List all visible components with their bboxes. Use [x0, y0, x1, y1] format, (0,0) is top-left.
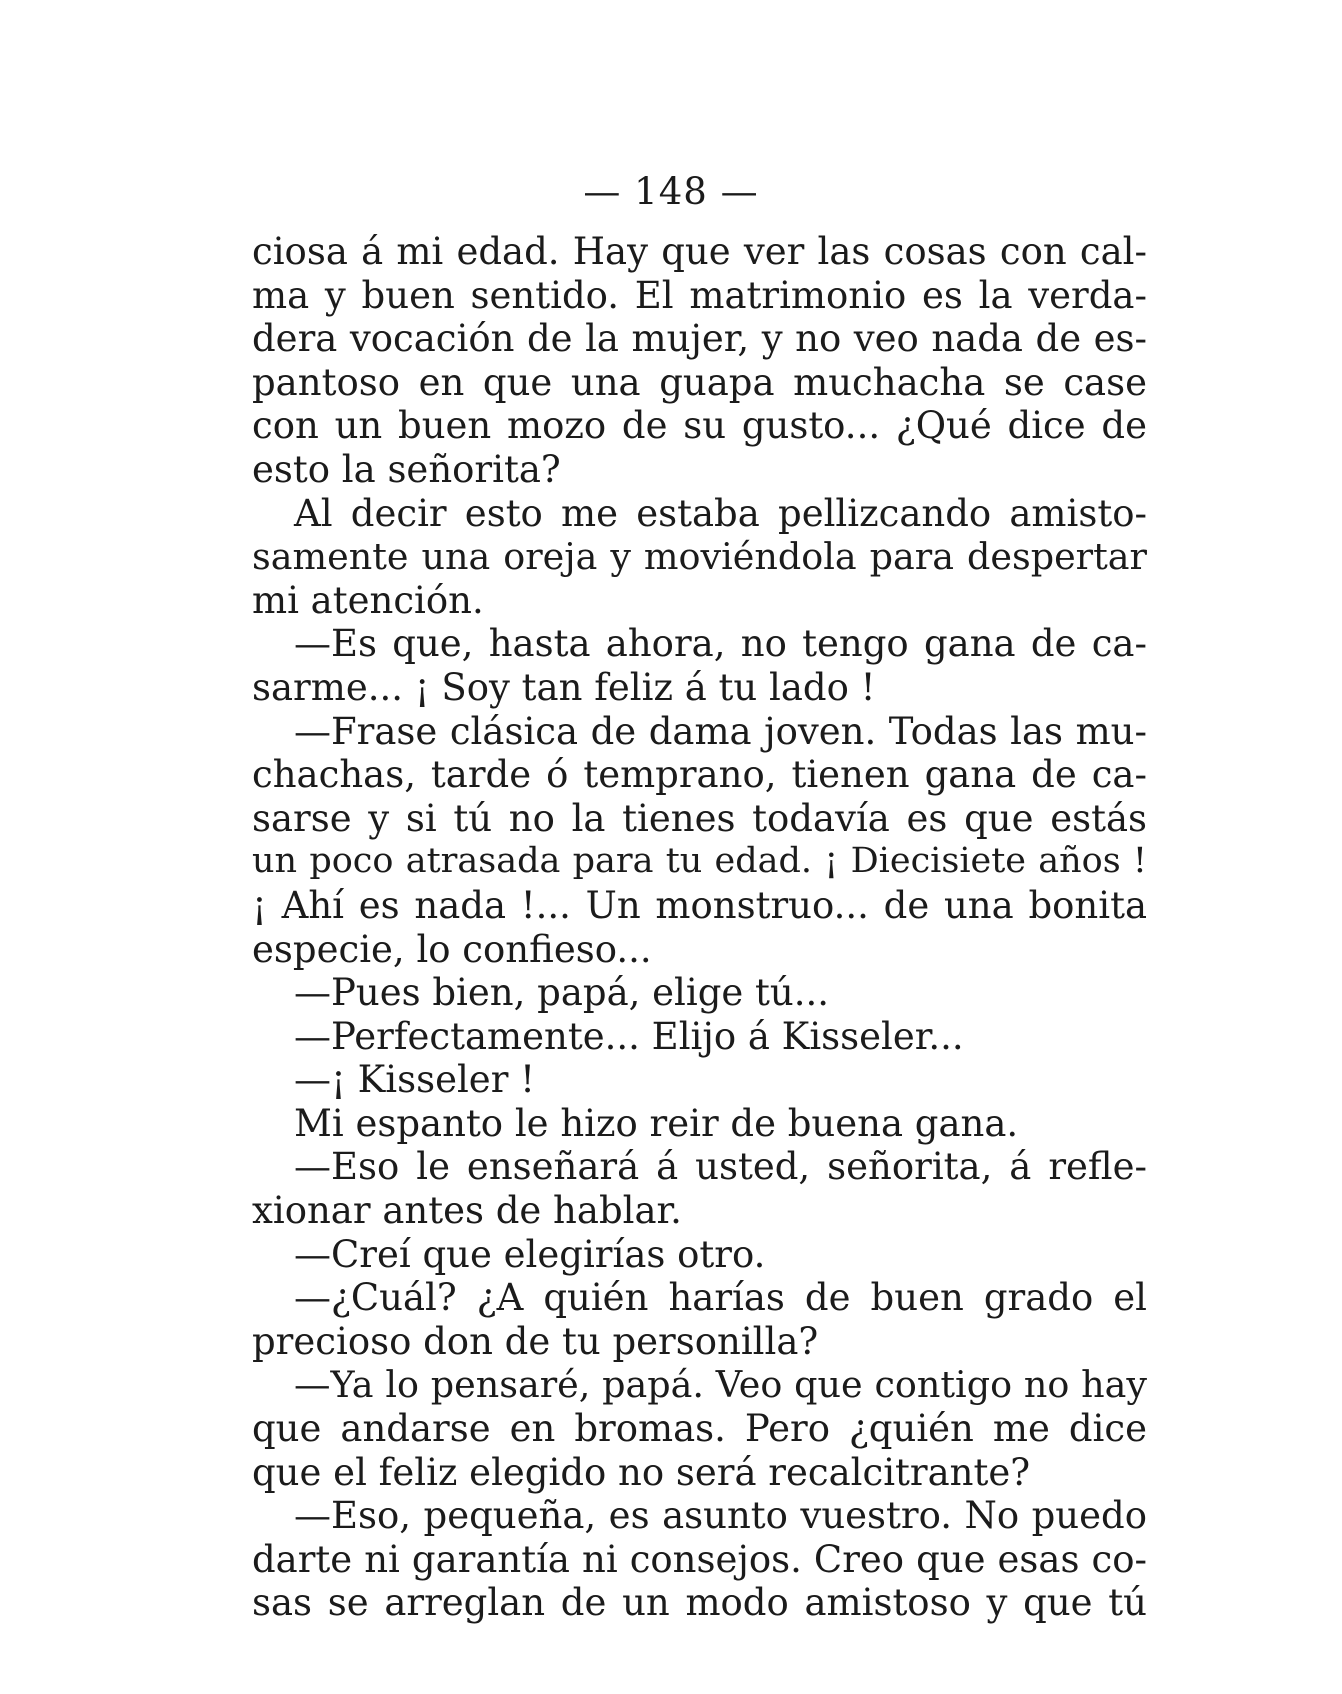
- text-line: dera vocación de la mujer, y no veo nada de es-: [252, 317, 1147, 361]
- text-line: Mi espanto le hizo reir de buena gana.: [294, 1101, 1019, 1145]
- text-line: chachas, tarde ó temprano, tienen gana de ca-: [252, 753, 1147, 797]
- body-text: [252, 230, 1147, 1625]
- text-line: especie, lo confieso...: [252, 927, 652, 971]
- page-number: — 148 —: [583, 170, 759, 213]
- text-line: —Eso, pequeña, es asunto vuestro. No puedo: [294, 1494, 1147, 1538]
- text-line: ma y buen sentido. El matrimonio es la verda-: [252, 273, 1147, 317]
- text-line: —Ya lo pensaré, papá. Veo que contigo no hay: [294, 1363, 1147, 1407]
- text-line: samente una oreja y moviéndola para despertar: [252, 535, 1147, 579]
- text-line: sas se arreglan de un modo amistoso y que tú: [252, 1581, 1147, 1625]
- text-line: ciosa á mi edad. Hay que ver las cosas con cal-: [252, 230, 1147, 273]
- text-line: sarme... ¡ Soy tan feliz á tu lado !: [252, 665, 876, 709]
- text-line: precioso don de tu personilla?: [252, 1319, 819, 1363]
- text-line: con un buen mozo de su gusto... ¿Qué dice de: [252, 404, 1147, 448]
- text-line: mi atención.: [252, 578, 484, 622]
- text-line: pantoso en que una guapa muchacha se case: [252, 360, 1147, 404]
- text-line: un poco atrasada para tu edad. ¡ Diecisiete años !: [252, 841, 1147, 882]
- text-line: —Frase clásica de dama joven. Todas las mu-: [294, 709, 1147, 753]
- text-line: —Eso le enseñará á usted, señorita, á refle-: [294, 1145, 1147, 1189]
- text-line: que el feliz elegido no será recalcitrante?: [252, 1450, 1031, 1494]
- text-line: xionar antes de hablar.: [252, 1189, 682, 1233]
- text-line: —Perfectamente... Elijo á Kisseler...: [294, 1014, 964, 1058]
- text-line: —Pues bien, papá, elige tú...: [294, 971, 830, 1015]
- text-line: —¿Cuál? ¿A quién harías de buen grado el: [294, 1276, 1147, 1320]
- text-line: —Creí que elegirías otro.: [294, 1232, 766, 1276]
- text-line: ¡ Ahí es nada !... Un monstruo... de una bonita: [252, 883, 1147, 927]
- text-line: sarse y si tú no la tienes todavía es que estás: [252, 796, 1147, 840]
- text-line: —Es que, hasta ahora, no tengo gana de ca-: [294, 622, 1147, 666]
- text-line: —¡ Kisseler !: [294, 1058, 536, 1102]
- text-line: esto la señorita?: [252, 447, 561, 491]
- text-line: Al decir esto me estaba pellizcando amisto-: [294, 491, 1147, 535]
- text-line: que andarse en bromas. Pero ¿quién me dice: [252, 1407, 1147, 1451]
- text-line: darte ni garantía ni consejos. Creo que esas co-: [252, 1537, 1147, 1581]
